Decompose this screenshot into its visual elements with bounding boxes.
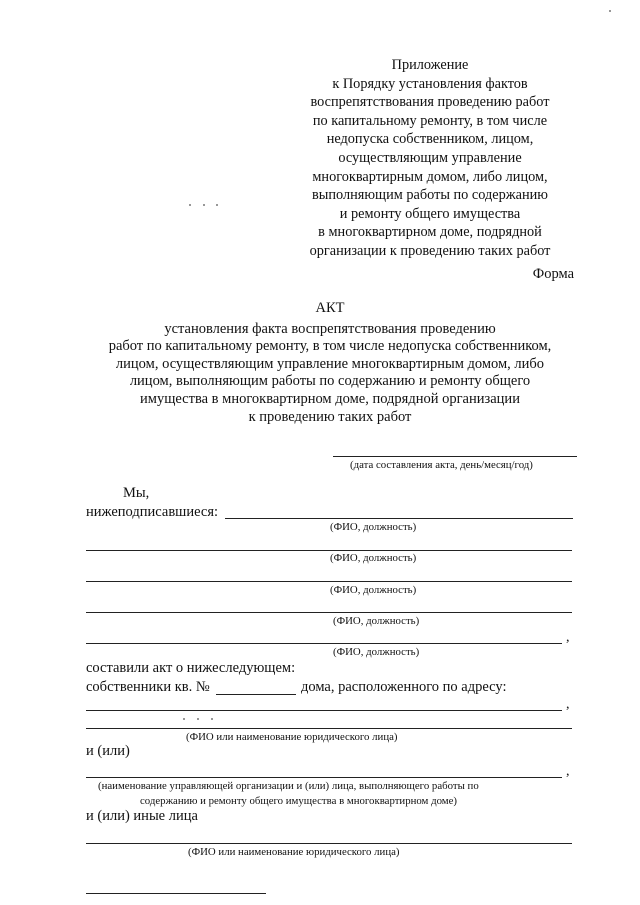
scan-speck xyxy=(216,204,218,206)
address-field-line[interactable] xyxy=(86,710,562,711)
organization-field-line[interactable] xyxy=(86,777,562,778)
scan-speck xyxy=(189,204,191,206)
appendix-line: и ремонту общего имущества xyxy=(339,205,521,222)
scan-speck xyxy=(609,10,611,12)
act-subtitle-line: имущества в многоквартирном доме, подрядной организации xyxy=(140,390,520,407)
line-comma: , xyxy=(566,697,570,712)
appendix-line: недопуска собственником, лицом, xyxy=(326,131,534,148)
act-subtitle-line: работ по капитальному ремонту, в том числе недопуска собственником, xyxy=(108,338,552,355)
appendix-line: Приложение xyxy=(391,57,469,73)
appendix-line: к Порядку установления фактов xyxy=(332,75,528,92)
form-label: Форма xyxy=(532,266,574,282)
appendix-line: по капитальному ремонту, в том числе xyxy=(312,112,548,129)
act-heading: АКТ xyxy=(315,300,345,316)
signatory-field-line[interactable] xyxy=(86,581,572,582)
footer-rule xyxy=(86,893,266,894)
others-field-line[interactable] xyxy=(86,843,572,844)
signatory-caption: (ФИО, должность) xyxy=(330,584,417,596)
organization-caption: содержанию и ремонту общего имущества в многоквартирном доме) xyxy=(140,795,457,807)
appendix-line: многоквартирным домом, либо лицом, xyxy=(312,168,548,185)
compiled-text: составили акт о нижеследующем: xyxy=(86,660,296,676)
undersigned-label: нижеподписавшиеся: xyxy=(86,504,219,520)
signatory-field-line[interactable] xyxy=(86,643,562,644)
signatory-caption: (ФИО, должность) xyxy=(330,552,417,564)
act-subtitle-line: установления факта воспрепятствования проведению xyxy=(164,320,496,337)
appendix-line: в многоквартирном доме, подрядной xyxy=(318,224,542,241)
signatory-caption: (ФИО, должность) xyxy=(333,646,420,658)
appendix-header xyxy=(280,56,580,261)
signatory-field-line[interactable] xyxy=(86,550,572,551)
organization-caption: (наименование управляющей организации и (или) лица, выполняющего работы по xyxy=(98,780,479,792)
signatory-caption: (ФИО, должность) xyxy=(333,615,420,627)
date-field-line[interactable] xyxy=(333,456,577,457)
owner-field-line[interactable] xyxy=(86,728,572,729)
scan-speck xyxy=(197,718,199,720)
appendix-line: выполняющим работы по содержанию xyxy=(312,187,548,204)
act-title xyxy=(80,300,580,426)
appendix-line: воспрепятствования проведению работ xyxy=(310,94,550,111)
scan-speck xyxy=(183,718,185,720)
line-comma: , xyxy=(566,764,570,779)
signatory-caption: (ФИО, должность) xyxy=(330,521,417,533)
apartment-number-line[interactable] xyxy=(216,694,296,695)
appendix-line: организации к проведению таких работ xyxy=(309,242,551,259)
appendix-line: осуществляющим управление xyxy=(338,149,522,166)
signatory-field-line[interactable] xyxy=(86,612,572,613)
others-label: и (или) иные лица xyxy=(86,808,198,824)
scan-speck xyxy=(203,204,205,206)
owners-prefix: собственники кв. № xyxy=(86,679,210,695)
act-subtitle-line: лицом, выполняющим работы по содержанию и ремонту общего xyxy=(129,373,531,390)
act-subtitle-line: к проведению таких работ xyxy=(248,408,412,425)
owners-suffix: дома, расположенного по адресу: xyxy=(301,679,507,695)
and-or-label: и (или) xyxy=(86,743,130,759)
act-subtitle-line: лицом, осуществляющим управление многоквартирным домом, либо xyxy=(115,355,545,372)
owner-caption: (ФИО или наименование юридического лица) xyxy=(186,731,398,743)
line-comma: , xyxy=(566,630,570,645)
others-caption: (ФИО или наименование юридического лица) xyxy=(188,846,400,858)
scan-speck xyxy=(211,718,213,720)
signatory-field-line[interactable] xyxy=(225,518,573,519)
date-caption: (дата составления акта, день/месяц/год) xyxy=(350,459,533,471)
we-label: Мы, xyxy=(123,485,150,501)
